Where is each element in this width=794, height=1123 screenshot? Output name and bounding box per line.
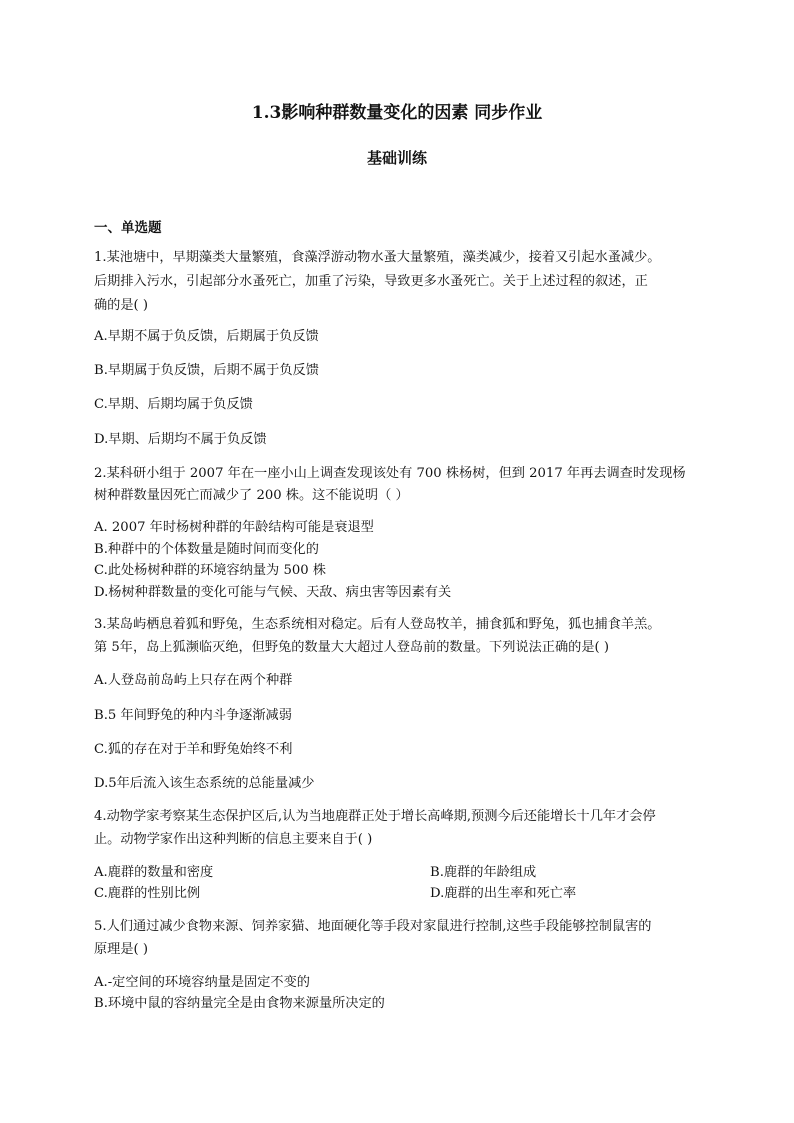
question-4-option-a: A.鹿群的数量和密度 bbox=[94, 865, 214, 880]
question-4-option-d: D.鹿群的出生率和死亡率 bbox=[430, 886, 577, 901]
question-2-option-d: D.杨树种群数量的变化可能与气候、天敌、病虫害等因素有关 bbox=[94, 585, 452, 600]
question-1-option-b: B.早期属于负反馈，后期不属于负反馈 bbox=[94, 363, 319, 378]
question-3-option-c: C.狐的存在对于羊和野兔始终不利 bbox=[94, 742, 293, 757]
question-2-option-c: C.此处杨树种群的环境容纳量为 500 株 bbox=[94, 563, 326, 578]
question-3-line-1: 3.某岛屿栖息着狐和野兔，生态系统相对稳定。后有人登岛牧羊，捕食狐和野兔，狐也捕食羊羔。 bbox=[94, 617, 661, 632]
question-1-line-3: 确的是( ) bbox=[94, 298, 149, 313]
document-subtitle: 基础训练 bbox=[366, 149, 427, 167]
question-2-option-b: B.种群中的个体数量是随时间而变化的 bbox=[94, 542, 319, 557]
question-4-line-2: 止。动物学家作出这种判断的信息主要来自于( ) bbox=[94, 832, 373, 847]
question-5-line-2: 原理是( ) bbox=[94, 942, 149, 957]
document-title: 1.3影响种群数量变化的因素 同步作业 bbox=[251, 103, 543, 123]
question-2-option-a: A. 2007 年时杨树种群的年龄结构可能是衰退型 bbox=[94, 520, 374, 535]
question-3-line-2: 第 5年，岛上狐濒临灭绝，但野兔的数量大大超过人登岛前的数量。下列说法正确的是( ) bbox=[94, 640, 609, 655]
question-3-option-a: A.人登岛前岛屿上只存在两个种群 bbox=[94, 673, 293, 688]
question-5-option-b: B.环境中鼠的容纳量完全是由食物来源量所决定的 bbox=[94, 996, 385, 1011]
question-1-option-d: D.早期、后期均不属于负反馈 bbox=[94, 432, 267, 447]
question-2-line-2: 树种群数量因死亡而减少了 200 株。这不能说明（ ） bbox=[94, 488, 409, 503]
question-3-option-d: D.5年后流入该生态系统的总能量减少 bbox=[94, 776, 315, 791]
question-1-option-a: A.早期不属于负反馈，后期属于负反馈 bbox=[94, 329, 319, 344]
question-5-option-a: A.-定空间的环境容纳量是固定不变的 bbox=[94, 975, 310, 990]
section-heading: 一、单选题 bbox=[94, 220, 162, 236]
question-2-line-1: 2.某科研小组于 2007 年在一座小山上调查发现该处有 700 株杨树，但到 2017 年再去调查时发现杨 bbox=[94, 466, 686, 481]
question-4-option-b: B.鹿群的年龄组成 bbox=[430, 865, 537, 880]
question-5-line-1: 5.人们通过减少食物来源、饲养家猫、地面硬化等手段对家鼠进行控制,这些手段能够控制鼠害的 bbox=[94, 919, 652, 934]
question-4-option-c: C.鹿群的性别比例 bbox=[94, 886, 201, 901]
question-1-option-c: C.早期、后期均属于负反馈 bbox=[94, 397, 253, 412]
question-4-line-1: 4.动物学家考察某生态保护区后,认为当地鹿群正处于增长高峰期,预测今后还能增长十几年才会停 bbox=[94, 809, 656, 824]
question-1-line-2: 后期排入污水，引起部分水蚤死亡，加重了污染，导致更多水蚤死亡。关于上述过程的叙述，正 bbox=[94, 274, 648, 289]
question-3-option-b: B.5 年间野兔的种内斗争逐渐减弱 bbox=[94, 708, 292, 723]
question-1-line-1: 1.某池塘中，早期藻类大量繁殖，食藻浮游动物水蚤大量繁殖，藻类减少，接着又引起水蚤减少。 bbox=[94, 250, 661, 265]
